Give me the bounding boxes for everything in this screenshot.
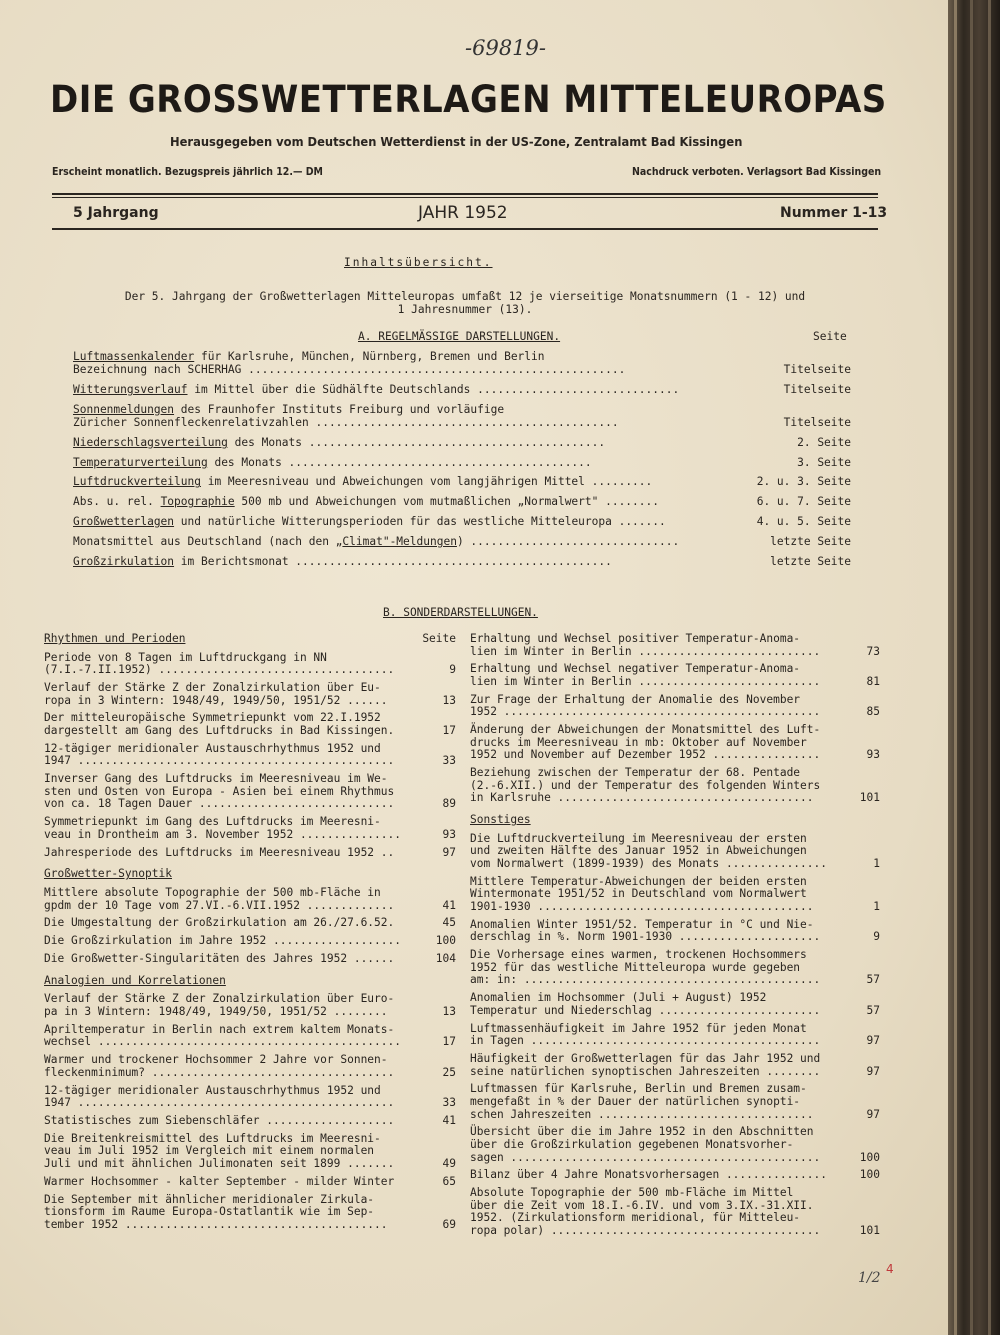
entry-page: 97	[866, 1034, 880, 1048]
entry-line: 1952 für das westliche Mitteleuropa wurde gegeben	[470, 960, 801, 974]
spine-edge	[954, 0, 957, 1335]
entry-page: 25	[442, 1065, 456, 1079]
entry-line	[73, 363, 625, 376]
entry-page: 97	[866, 1107, 880, 1121]
section-a-entry	[73, 436, 851, 449]
entry-line: (7.I.-7.II.1952) ...................................	[44, 663, 395, 677]
entry-page: 97	[442, 845, 456, 859]
entry-line: Die Breitenkreismittel des Luftdrucks im Meeresni-	[44, 1131, 381, 1145]
entry-page: 97	[866, 1064, 880, 1078]
entry-line: lien im Winter in Berlin ...........................	[470, 674, 821, 688]
entry-text: des Monats .............................................	[207, 455, 592, 469]
entry-text: des Fraunhofer Instituts Freiburg und vorläufige	[174, 402, 505, 416]
entry-line	[73, 515, 666, 528]
entry-page: 41	[442, 898, 456, 912]
section-a-entry	[73, 475, 851, 488]
issue-number-label: Nummer 1-13	[780, 205, 888, 221]
entry-page: 13	[442, 1004, 456, 1018]
entry-page: letzte Seite	[770, 554, 851, 568]
group-heading	[44, 867, 456, 880]
entry-line: in Karlsruhe ......................................	[470, 791, 814, 805]
entry-line: tionsform im Raume Europa-Ostatlantik wie im Sep-	[44, 1205, 375, 1219]
entry-page: 85	[866, 705, 880, 719]
toc-entry	[470, 1022, 880, 1047]
reprint-note: Nachdruck verboten. Verlagsort Bad Kissingen	[632, 166, 882, 178]
toc-entry	[470, 632, 880, 657]
entry-page: 3. Seite	[797, 455, 851, 469]
header-rule-bottom	[52, 228, 878, 230]
entry-line: 12-tägiger meridionaler Austauschrhythmus 1952 und	[44, 741, 381, 755]
entry-line: Inverser Gang des Luftdrucks im Meeresniveau im We-	[44, 772, 388, 786]
entry-page: 41	[442, 1114, 456, 1127]
entry-text: 500 mb und Abweichungen vom mutmaßlichen „Normalwert" ........	[234, 495, 659, 509]
entry-line: 1947 ...............................................	[44, 1096, 395, 1110]
entry-page: 69	[442, 1217, 456, 1231]
entry-line: veau im Juli 1952 im Vergleich mit einem normalen	[44, 1144, 375, 1158]
entry-page: 1	[873, 856, 880, 870]
entry-line: Jahresperiode des Luftdrucks im Meeresniveau 1952 ..	[44, 845, 395, 859]
entry-text: des Monats ............................................	[227, 435, 606, 449]
entry-line	[73, 383, 679, 396]
toc-entry	[470, 875, 880, 913]
publisher-line: Herausgegeben vom Deutschen Wetterdienst in der US-Zone, Zentralamt Bad Kissingen	[170, 134, 743, 149]
entry-page: Titelseite	[783, 415, 851, 429]
section-a-entry	[73, 515, 851, 528]
entry-line: Statistisches zum Siebenschläfer ...................	[44, 1114, 395, 1127]
toc-entry	[44, 815, 456, 840]
entry-line: gpdm der 10 Tage vom 27.VI.-6.VII.1952 .............	[44, 898, 395, 912]
handwritten-note: 1/2	[858, 1270, 881, 1286]
entry-line	[73, 535, 679, 548]
entry-line: Änderung der Abweichungen der Monatsmittel des Luft-	[470, 723, 821, 737]
entry-text: Monatsmittel aus Deutschland (nach den „	[73, 534, 343, 548]
publication-title: DIE GROSSWETTERLAGEN MITTELEUROPAS	[50, 78, 887, 121]
entry-line	[73, 555, 612, 568]
entry-page: 4. u. 5. Seite	[756, 515, 851, 528]
entry-page: 45	[442, 916, 456, 930]
toc-entry	[470, 918, 880, 943]
toc-intro-line-1: Der 5. Jahrgang der Großwetterlagen Mitteleuropas umfaßt 12 je vierseitige Monatsnummern (1 - 12) und	[124, 290, 806, 303]
section-a-entry	[73, 403, 851, 429]
entry-line: veau in Drontheim am 3. November 1952 ...............	[44, 827, 401, 841]
entry-page: 100	[859, 1168, 880, 1182]
binding-spine	[948, 0, 1000, 1335]
entry-page: 65	[442, 1174, 456, 1188]
entry-line: vom Normalwert (1899-1939) des Monats ...............	[470, 856, 827, 870]
section-a-entry	[73, 456, 851, 469]
red-pencil-mark: 4	[886, 1262, 894, 1276]
entry-page: 100	[435, 934, 456, 948]
entry-line: Die Großzirkulation im Jahre 1952 ...................	[44, 934, 401, 948]
section-a-page-label: Seite	[813, 330, 847, 343]
entry-page: 9	[449, 663, 456, 677]
entry-page: 100	[859, 1150, 880, 1164]
toc-entry	[44, 1084, 456, 1109]
entry-keyword: Großwetterlagen	[73, 515, 175, 528]
entry-line: Mittlere Temperatur-Abweichungen der beiden ersten	[470, 874, 807, 888]
entry-page: 57	[866, 973, 880, 987]
entry-line: lien im Winter in Berlin ...........................	[470, 644, 821, 658]
entry-line: Häufigkeit der Großwetterlagen für das Jahr 1952 und	[470, 1052, 821, 1065]
entry-line: 1952 ...............................................	[470, 705, 821, 719]
entry-line: Der mitteleuropäische Symmetriepunkt vom 22.I.1952	[44, 711, 381, 725]
toc-entry	[44, 1132, 456, 1170]
group-heading-text: Analogien und Korrelationen	[44, 973, 226, 987]
toc-entry	[470, 1052, 880, 1077]
entry-page: 73	[866, 644, 880, 658]
header-rule-top	[52, 193, 878, 195]
entry-line: schen Jahreszeiten ................................	[470, 1107, 814, 1121]
entry-text: im Mittel über die Südhälfte Deutschlands ..............................	[187, 383, 680, 396]
entry-page: 101	[859, 791, 880, 805]
entry-line: Die Vorhersage eines warmen, trockenen Hochsommers	[470, 948, 807, 962]
entry-text: für Karlsruhe, München, Nürnberg, Bremen und Berlin	[194, 350, 545, 363]
entry-page: 49	[442, 1156, 456, 1170]
entry-line: derschlag in %. Norm 1901-1930 .....................	[470, 930, 821, 944]
entry-line: Warmer und trockener Hochsommer 2 Jahre vor Sonnen-	[44, 1053, 388, 1067]
entry-line: pa in 3 Wintern: 1948/49, 1949/50, 1951/52 ........	[44, 1004, 388, 1018]
toc-entry	[44, 992, 456, 1017]
entry-line: sten und Osten von Europa - Asien bei einem Rhythmus	[44, 784, 395, 798]
section-a-entry	[73, 350, 851, 376]
toc-entry	[470, 693, 880, 718]
entry-page: 1	[873, 899, 880, 913]
entry-line: Mittlere absolute Topographie der 500 mb-Fläche in	[44, 886, 381, 899]
toc-entry	[470, 1125, 880, 1163]
entry-page: 89	[442, 797, 456, 811]
section-a-title: A. REGELMÄSSIGE DARSTELLUNGEN.	[358, 330, 561, 343]
toc-entry	[44, 1175, 456, 1188]
entry-line: Absolute Topographie der 500 mb-Fläche im Mittel	[470, 1186, 794, 1200]
entry-page: 6. u. 7. Seite	[756, 495, 851, 509]
entry-keyword: Temperaturverteilung	[73, 455, 208, 469]
toc-entry	[44, 934, 456, 947]
toc-entry	[44, 1053, 456, 1078]
entry-line: 1952 und November auf Dezember 1952 ................	[470, 748, 821, 762]
entry-page: letzte Seite	[770, 534, 851, 548]
handwritten-file-number: -69819-	[465, 36, 546, 60]
entry-line: in Tagen ...........................................	[470, 1034, 821, 1048]
entry-page: 2. u. 3. Seite	[756, 475, 851, 489]
toc-entry	[44, 742, 456, 767]
entry-line: fleckenminimum? ....................................	[44, 1065, 395, 1079]
entry-page: 17	[442, 723, 456, 737]
section-a-entry	[73, 383, 851, 396]
group-heading	[44, 632, 456, 645]
entry-line	[73, 475, 652, 488]
entry-line: Zur Frage der Erhaltung der Anomalie des November	[470, 692, 801, 706]
entry-line: Übersicht über die im Jahre 1952 in den Abschnitten	[470, 1125, 814, 1139]
year-label: JAHR 1952	[418, 203, 508, 223]
entry-keyword: Großzirkulation	[73, 554, 175, 568]
toc-entry	[44, 1023, 456, 1048]
entry-line: Erhaltung und Wechsel negativer Temperatur-Anoma-	[470, 662, 801, 676]
entry-line: Erhaltung und Wechsel positiver Temperatur-Anoma-	[470, 632, 801, 645]
entry-line: 1952. (Zirkulationsform meridional, für Mitteleu-	[470, 1211, 801, 1225]
entry-line: Verlauf der Stärke Z der Zonalzirkulation über Euro-	[44, 992, 395, 1006]
entry-line: Die Großwetter-Singularitäten des Jahres 1952 ......	[44, 952, 395, 965]
entry-page: 9	[873, 930, 880, 944]
entry-line: am: in: ............................................	[470, 973, 821, 987]
volume-label: 5 Jahrgang	[73, 205, 159, 221]
entry-line: Symmetriepunkt im Gang des Luftdrucks im Meeresni-	[44, 815, 381, 829]
entry-line	[73, 495, 659, 508]
spine-edge	[970, 0, 973, 1335]
entry-line: 12-tägiger meridionaler Austauschrhythmus 1952 und	[44, 1083, 381, 1097]
group-heading-text: Großwetter-Synoptik	[44, 867, 172, 881]
entry-line: über die Großzirkulation gegebenen Monatsvorher-	[470, 1137, 794, 1151]
section-b-title: B. SONDERDARSTELLUNGEN.	[383, 606, 538, 619]
entry-line: Juli und mit ähnlichen Julimonaten seit 1899 .......	[44, 1156, 395, 1170]
entry-line: und zweiten Hälfte des Januar 1952 in Abweichungen	[470, 844, 807, 858]
entry-line: Die Luftdruckverteilung im Meeresniveau der ersten	[470, 831, 807, 845]
toc-intro-line-2: 1 Jahresnummer (13).	[397, 303, 533, 316]
entry-line: von ca. 18 Tagen Dauer .............................	[44, 797, 395, 811]
entry-line: Die Umgestaltung der Großzirkulation am 26./27.6.52.	[44, 916, 395, 930]
toc-entry	[44, 916, 456, 929]
entry-page: 93	[866, 748, 880, 762]
spine-edge	[988, 0, 991, 1335]
section-a-entry	[73, 495, 851, 508]
entry-page: Titelseite	[783, 363, 851, 377]
entry-line: über die Zeit vom 18.I.-6.IV. und vom 3.IX.-31.XII.	[470, 1198, 814, 1212]
entry-line: Anomalien Winter 1951/52. Temperatur in °C und Nie-	[470, 917, 814, 931]
entry-line: 1947 ...............................................	[44, 754, 395, 768]
entry-keyword: Luftmassenkalender	[73, 350, 195, 363]
toc-entry	[470, 1082, 880, 1120]
entry-keyword: Luftdruckverteilung	[73, 475, 201, 489]
entry-line: mengefaßt in % der Dauer der natürlichen synopti-	[470, 1094, 801, 1108]
entry-line: Verlauf der Stärke Z der Zonalzirkulation über Eu-	[44, 681, 381, 694]
toc-entry	[470, 832, 880, 870]
entry-text: und natürliche Witterungsperioden für das westliche Mitteleuropa .......	[174, 515, 666, 528]
entry-line: Anomalien im Hochsommer (Juli + August) 1952	[470, 991, 767, 1005]
toc-entry	[44, 1114, 456, 1127]
toc-entry	[44, 772, 456, 810]
toc-entry	[44, 952, 456, 965]
entry-text: im Meeresniveau und Abweichungen vom langjährigen Mittel .........	[200, 475, 653, 489]
entry-line: 1901-1930 .........................................	[470, 899, 814, 913]
toc-entry	[44, 711, 456, 736]
entry-page: 101	[859, 1223, 880, 1237]
entry-line	[73, 403, 504, 416]
entry-line: dargestellt am Gang des Luftdrucks in Bad Kissingen.	[44, 723, 395, 737]
entry-line: Bilanz über 4 Jahre Monatsvorhersagen ...............	[470, 1168, 827, 1182]
entry-page: Titelseite	[783, 383, 851, 396]
entry-line: Apriltemperatur in Berlin nach extrem kaltem Monats-	[44, 1022, 395, 1036]
toc-entry	[470, 991, 880, 1016]
entry-text: ) ...............................	[456, 534, 680, 548]
entry-page: 57	[866, 1003, 880, 1017]
entry-keyword: Witterungsverlauf	[73, 383, 188, 396]
entry-line: ropa polar) ........................................	[470, 1223, 821, 1237]
entry-line: Die September mit ähnlicher meridionaler Zirkula-	[44, 1192, 375, 1206]
entry-line	[73, 436, 605, 449]
entry-line: ropa in 3 Wintern: 1948/49, 1949/50, 1951/52 ......	[44, 693, 388, 707]
entry-page: 104	[435, 952, 456, 965]
group-heading	[470, 813, 880, 826]
entry-line: Luftmassen für Karlsruhe, Berlin und Bremen zusam-	[470, 1082, 807, 1096]
entry-line: tember 1952 .......................................	[44, 1217, 388, 1231]
entry-line: Warmer Hochsommer - kalter September - milder Winter	[44, 1174, 395, 1188]
toc-entry	[470, 1168, 880, 1181]
toc-entry	[470, 948, 880, 986]
entry-line: drucks im Meeresniveau in mb: Oktober auf November	[470, 735, 807, 749]
toc-entry	[44, 651, 456, 676]
entry-page: 17	[442, 1035, 456, 1049]
entry-line: Beziehung zwischen der Temperatur der 68. Pentade	[470, 766, 801, 780]
section-a-entry	[73, 555, 851, 568]
subscription-note: Erscheint monatlich. Bezugspreis jährlich 12.— DM	[52, 166, 323, 178]
group-heading	[44, 974, 456, 987]
entry-page: 93	[442, 827, 456, 841]
entry-line: seine natürlichen synoptischen Jahreszeiten ........	[470, 1064, 821, 1078]
toc-entry	[470, 662, 880, 687]
toc-entry	[44, 1193, 456, 1231]
entry-line: Temperatur und Niederschlag ........................	[470, 1003, 821, 1017]
entry-page: 81	[866, 674, 880, 688]
toc-entry	[470, 1186, 880, 1236]
entry-page: 33	[442, 1096, 456, 1110]
entry-page: 13	[442, 693, 456, 707]
entry-line	[73, 350, 545, 363]
entry-line: Luftmassenhäufigkeit im Jahre 1952 für jeden Monat	[470, 1021, 807, 1035]
entry-keyword: Sonnenmeldungen	[73, 402, 175, 416]
toc-entry	[44, 886, 456, 911]
entry-line: sagen ..............................................	[470, 1150, 821, 1164]
toc-entry	[44, 846, 456, 859]
entry-line: (2.-6.XII.) und der Temperatur des folgenden Winters	[470, 778, 821, 792]
entry-keyword: Topographie	[160, 495, 235, 509]
entry-line: Periode von 8 Tagen im Luftdruckgang in NN	[44, 650, 327, 664]
group-heading-text: Rhythmen und Perioden	[44, 632, 186, 645]
group-page-label: Seite	[422, 632, 456, 645]
entry-text: im Berichtsmonat ...............................................	[174, 554, 612, 568]
entry-keyword: Niederschlagsverteilung	[73, 435, 228, 449]
header-rule-top-thin	[52, 197, 878, 198]
toc-entry	[44, 681, 456, 706]
entry-keyword: Climat"-Meldungen	[342, 534, 457, 548]
entry-page: 2. Seite	[797, 435, 851, 449]
entry-text: Bezeichnung nach SCHERHAG ........................................................	[73, 363, 626, 377]
entry-line: Wintermonate 1951/52 in Deutschland vom Normalwert	[470, 887, 807, 901]
toc-heading: Inhaltsübersicht.	[344, 256, 493, 269]
entry-line: wechsel .............................................	[44, 1035, 401, 1049]
toc-entry	[470, 723, 880, 761]
toc-entry	[470, 766, 880, 804]
entry-page: 33	[442, 754, 456, 768]
entry-text: Züricher Sonnenfleckenrelativzahlen .............................................	[73, 415, 619, 429]
entry-text: Abs. u. rel.	[73, 495, 161, 509]
entry-line	[73, 416, 619, 429]
section-a-entry	[73, 535, 851, 548]
group-heading-text: Sonstiges	[470, 813, 531, 827]
entry-line	[73, 456, 592, 469]
